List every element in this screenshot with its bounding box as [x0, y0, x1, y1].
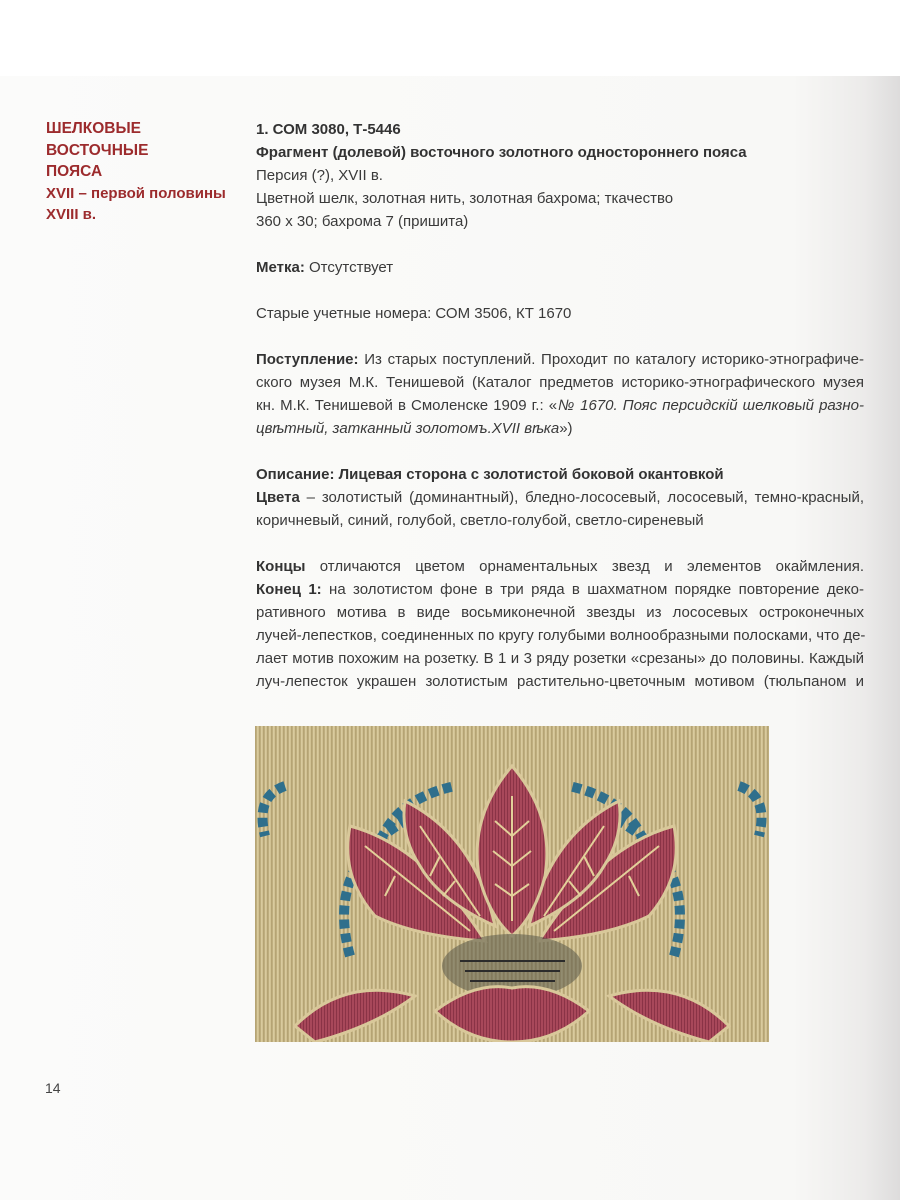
end1-label: Конец 1: — [256, 581, 322, 598]
mark-row — [256, 256, 864, 279]
mark-value: Отсутствует — [304, 259, 394, 276]
colors-line — [256, 486, 864, 509]
end1-text: на золотистом фоне в три ряда в шахматном порядке повторение деко- — [321, 581, 864, 598]
section-heading-line: ПОЯСА — [46, 163, 103, 180]
item-dimensions: 360 х 30; бахрома 7 (пришита) — [256, 213, 469, 230]
receipt-line — [256, 348, 864, 371]
receipt-line: ского музея М.К. Тенишевой (Каталог предметов историко-этнографического музея — [256, 374, 864, 391]
catalog-quote: цвѣтный, затканный золотомъ.XVII вѣка — [256, 420, 560, 437]
page-number: 14 — [45, 1080, 61, 1096]
colors-line: коричневый, синий, голубой, светло-голубой, светло-сиреневый — [256, 512, 704, 529]
item-title: Фрагмент (долевой) восточного золотного одностороннего пояса — [256, 144, 747, 161]
receipt-line — [256, 417, 864, 440]
end1-line: лает мотив похожим на розетку. В 1 и 3 ряду розетки «срезаны» до половины. Каждый — [256, 650, 864, 667]
receipt-label: Поступление: — [256, 351, 359, 368]
colors-text: – золотистый (доминантный), бледно-лососевый, лососевый, темно-красный, — [299, 489, 864, 506]
section-heading-line: ШЕЛКОВЫЕ — [46, 120, 142, 137]
end1-line — [256, 578, 864, 601]
end1-line: лучей-лепестков, соединенных по кругу голубыми волнообразными полосками, что де- — [256, 627, 866, 644]
top-margin — [0, 0, 900, 76]
ends-label: Концы — [256, 558, 306, 575]
belt-fragment-photo — [255, 726, 769, 1042]
receipt-text: кн. М.К. Тенишевой в Смоленске 1909 г.: « — [256, 397, 558, 414]
description-heading: Описание: Лицевая сторона с золотистой боковой окантовкой — [256, 466, 724, 483]
colors-label: Цвета — [256, 489, 300, 506]
item-materials: Цветной шелк, золотная нить, золотная бахрома; ткачество — [256, 190, 674, 207]
receipt-text: Из старых поступлений. Проходит по каталогу историко-этнографиче- — [358, 351, 864, 368]
catalog-quote: № 1670. Пояс персидскій шелковый разно- — [557, 397, 864, 414]
old-numbers: Старые учетные номера: СОМ 3506, КТ 1670 — [256, 305, 572, 322]
section-heading-period: XVII – первой половины — [46, 184, 226, 202]
receipt-line — [256, 394, 864, 417]
end1-line: луч-лепесток украшен золотистым растительно-цветочным мотивом (тюльпаном и — [256, 673, 864, 690]
section-heading-period: XVIII в. — [46, 206, 97, 223]
item-number: 1. СОМ 3080, Т-5446 — [256, 121, 401, 138]
end1-line: ративного мотива в виде восьмиконечной звезды из лососевых остроконечных — [256, 604, 864, 621]
section-heading — [46, 118, 246, 226]
mark-label: Метка: — [256, 259, 305, 276]
item-origin: Персия (?), XVII в. — [256, 167, 383, 184]
ends-line — [256, 555, 864, 578]
catalog-entry — [256, 118, 864, 693]
ends-text: отличаются цветом орнаментальных звезд и элементов окаймления. — [305, 558, 864, 575]
section-heading-line: ВОСТОЧНЫЕ — [46, 141, 149, 159]
receipt-text: ») — [559, 420, 573, 437]
